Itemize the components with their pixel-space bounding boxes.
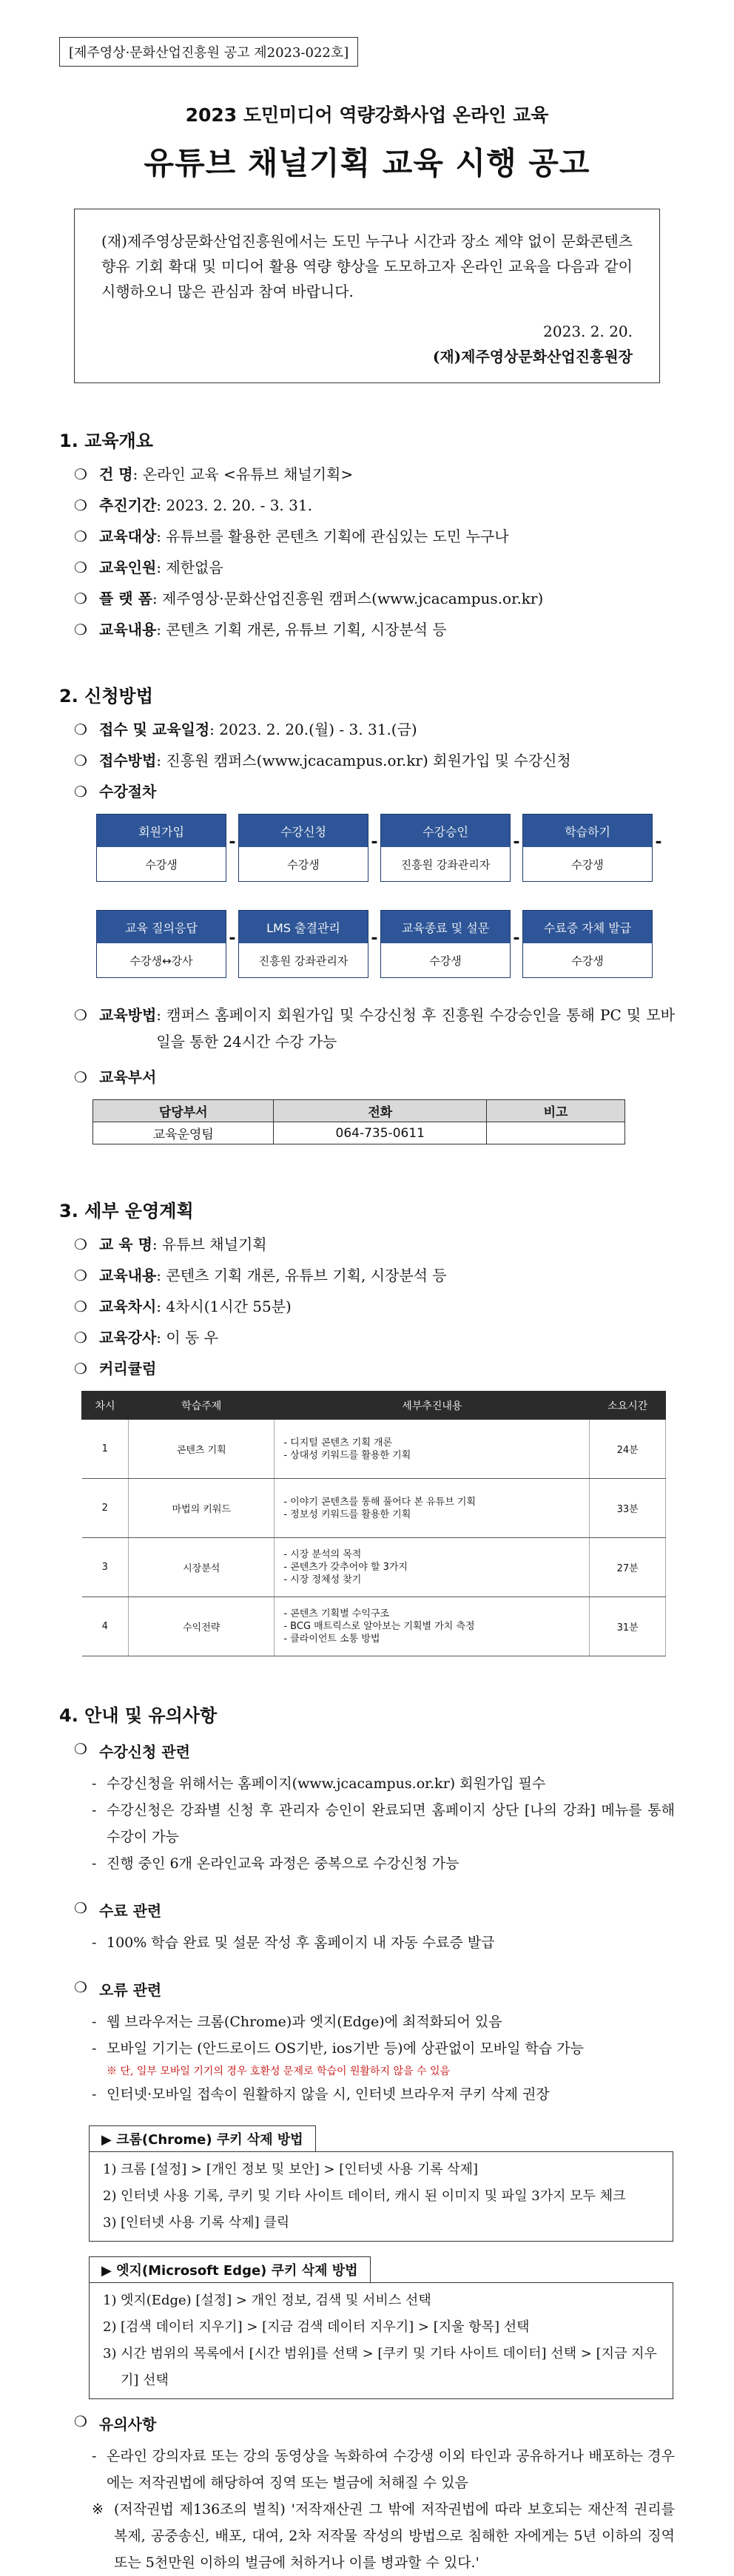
table-row: 2 마법의 키워드 - 이야기 콘텐츠를 통해 풀어다 본 유튜브 기획 - 정보성 키워드를 활용한 기획 33분 [82,1479,666,1538]
process-heading: ❍ 수강절차 [74,783,157,800]
dept-heading: ❍ 교육부서 [74,1068,157,1086]
table-header-row: 담당부서 전화 비고 [93,1100,625,1122]
process-step: 수료증 자체 발급 수강생 [522,910,653,978]
note-line: - 수강신청을 위해서는 홈페이지(www.jcacampus.or.kr) 회원가입 필수 [92,1776,546,1792]
plan-item: ❍ 교육강사 : 이 동 우 [74,1329,219,1346]
cookie-step: 1) 크롬 [설정] > [개인 정보 및 보안] > [인터넷 사용 기록 삭제] [103,2162,478,2177]
cookie-step: 1) 엣지(Edge) [설정] > 개인 정보, 검색 및 서비스 선택 [103,2293,431,2308]
circle-bullet-icon: ❍ [74,1235,87,1253]
cookie-step: 2) [검색 데이터 지우기] > [지금 검색 데이터 지우기] > [지울 항목] 선택 [103,2319,530,2335]
process-step: 교육 질의응답 수강생↔강사 [96,910,226,978]
section-plan [59,1196,675,1656]
notice-subtitle: 2023 도민미디어 역량강화사업 온라인 교육 [185,104,549,126]
note-line: - 진행 중인 6개 온라인교육 과정은 중복으로 수강신청 가능 [92,1855,459,1872]
process-flow-row [96,910,681,978]
circle-bullet-icon: ❍ [74,752,87,769]
circle-bullet-icon: ❍ [74,1740,87,1758]
table-row: 4 수익전략 - 콘텐츠 기획별 수익구조 - BCG 매트릭스로 알아보는 기획별 가치 측정 - 클라이언트 소통 방법 31분 [82,1597,666,1656]
intro-box [74,209,660,383]
chrome-cookie-box [89,2125,673,2242]
process-connector: - [513,929,520,948]
note-line: - 인터넷·모바일 접속이 원활하지 않을 시, 인터넷 브라우저 쿠키 삭제 권장 [92,2086,550,2103]
notice-number: [제주영상·문화산업진흥원 공고 제2023-022호] [59,37,358,67]
overview-item: ❍ 추진기간 : 2023. 2. 20. - 3. 31. [74,496,312,514]
education-method: ❍ 교육방법 : 캠퍼스 홈페이지 회원가입 및 수강신청 후 진흥원 수강승인을 통해 PC 및 모바일을 통한 24시간 수강 가능 [59,1006,675,1055]
circle-bullet-icon: ❍ [74,1267,87,1284]
circle-bullet-icon: ❍ [74,1006,87,1024]
circle-bullet-icon: ❍ [74,621,87,638]
section-application [59,681,675,1144]
note-line: - 웹 브라우저는 크롬(Chrome)과 엣지(Edge)에 최적화되어 있음 [92,2014,502,2030]
note-line: - 100% 학습 완료 및 설문 작성 후 홈페이지 내 자동 수료증 발급 [92,1935,495,1951]
application-item: ❍ 접수 및 교육일정 : 2023. 2. 20.(월) - 3. 31.(금) [74,721,417,738]
process-connector: - [371,833,378,852]
plan-item: ❍ 교육내용 : 콘텐츠 기획 개론, 유튜브 기획, 시장분석 등 [74,1267,447,1284]
circle-bullet-icon: ❍ [74,1978,87,1996]
process-connector: - [371,929,378,948]
mobile-warning: ※ 단, 일부 모바일 기기의 경우 호환성 문제로 학습이 원활하지 않을 수 있음 [107,2066,451,2077]
circle-bullet-icon: ❍ [74,465,87,483]
cookie-step: 2) 인터넷 사용 기록, 쿠키 및 기타 사이트 데이터, 캐시 된 이미지 및 파일 3가지 모두 체크 [103,2188,626,2204]
section-title: 3. 세부 운영계획 [59,1201,194,1221]
circle-bullet-icon: ❍ [74,721,87,738]
note-line: - 수강신청은 강좌별 신청 후 관리자 승인이 완료되면 홈페이지 상단 [나의 강좌] 메뉴를 통해 수강이 가능 [92,1802,675,1845]
process-flow [96,814,681,978]
notice-date: 2023. 2. 20. [543,323,633,340]
intro-paragraph: (재)제주영상문화산업진흥원에서는 도민 누구나 시간과 장소 제약 없이 문화콘텐츠 향유 기회 확대 및 미디어 활용 역량 향상을 도모하고자 온라인 교육을 다음과 같이 시행하오니 많은 관심과 참여 바랍니다. [101,232,633,300]
caution-heading: ❍ 유의사항 [74,2413,157,2433]
cookie-step: 3) 시간 범위의 목록에서 [시간 범위]를 선택 > [쿠키 및 기타 사이트 데이터] 선택 > [지금 지우기] 선택 [103,2346,657,2388]
note-line: - 모바일 기기는 (안드로이드 OS기반, ios기반 등)에 상관없이 모바일 학습 가능 [92,2040,584,2057]
edge-cookie-title: ▶ 엣지(Microsoft Edge) 쿠키 삭제 방법 [89,2256,371,2282]
cookie-step: 3) [인터넷 사용 기록 삭제] 클릭 [103,2215,290,2231]
process-step: 학습하기 수강생 [522,814,653,882]
overview-item: ❍ 교육인원 : 제한없음 [74,559,223,576]
table-row: 1 콘텐츠 기획 - 디지털 콘텐츠 기획 개론 - 상대성 키워드를 활용한 기획 24분 [82,1420,666,1479]
process-step: 수강승인 진흥원 강좌관리자 [380,814,511,882]
section-title: 1. 교육개요 [59,431,153,451]
circle-bullet-icon: ❍ [74,783,87,800]
application-item: ❍ 접수방법 : 진흥원 캠퍼스(www.jcacampus.or.kr) 회원가입 및 수강신청 [74,752,571,769]
curriculum-heading: ❍ 커리큘럼 [74,1360,157,1378]
note-line: - 온라인 강의자료 또는 강의 동영상을 녹화하여 수강생 이외 타인과 공유하거나 배포하는 경우에는 저작권법에 해당하여 징역 또는 벌금에 처해질 수 있음 [92,2448,675,2491]
completion-heading: ❍ 수료 관련 [74,1899,162,1920]
section-title: 4. 안내 및 유의사항 [59,1705,218,1726]
process-step: 수강신청 수강생 [238,814,368,882]
circle-bullet-icon: ❍ [74,1298,87,1315]
error-heading: ❍ 오류 관련 [74,1978,162,1999]
circle-bullet-icon: ❍ [74,1899,87,1917]
copyright-note: ※ (저작권법 제136조의 벌칙) '저작재산권 그 밖에 저작권법에 따라 보호되는 재산적 권리를 복제, 공중송신, 배포, 대여, 2차 저작물 작성의 방법으로 침해한 자에게는 5년 이하의 징역 또는 5천만원 이하의 벌금에 처하거나 이를 병과할 수 있다.' [92,2501,675,2571]
process-connector: - [229,833,236,852]
process-step: LMS 출결관리 진흥원 강좌관리자 [238,910,368,978]
process-flow-row [96,814,681,882]
notice-title: 유튜브 채널기획 교육 시행 공고 [144,145,590,181]
section-title: 2. 신청방법 [59,686,153,707]
circle-bullet-icon: ❍ [74,2413,87,2430]
curriculum-table [81,1391,666,1656]
process-connector: - [513,833,520,852]
overview-item: ❍ 플 랫 폼 : 제주영상·문화산업진흥원 캠퍼스(www.jcacampus.or.kr) [74,590,544,607]
chrome-cookie-title: ▶ 크롬(Chrome) 쿠키 삭제 방법 [89,2125,316,2151]
circle-bullet-icon: ❍ [74,1360,87,1378]
process-connector: - [229,929,236,948]
enrollment-heading: ❍ 수강신청 관련 [74,1740,190,1761]
section-notes [59,1701,675,2576]
section-overview [59,426,675,638]
issuing-organization: (재)제주영상문화산업진흥원장 [432,348,633,365]
overview-item: ❍ 교육대상 : 유튜브를 활용한 콘텐츠 기획에 관심있는 도민 누구나 [74,527,509,545]
table-row: 3 시장분석 - 시장 분석의 목적 - 콘텐츠가 갖추어야 할 3가지 - 시장 정체성 찾기 27분 [82,1538,666,1597]
table-row: 교육운영팀 064-735-0611 [93,1122,625,1144]
process-step: 회원가입 수강생 [96,814,226,882]
overview-item: ❍ 건 명 : 온라인 교육 <유튜브 채널기획> [74,465,354,483]
edge-cookie-box [89,2256,673,2399]
table-header-row: 차시 학습주제 세부추진내용 소요시간 [82,1392,666,1420]
circle-bullet-icon: ❍ [74,559,87,576]
circle-bullet-icon: ❍ [74,1329,87,1346]
process-connector: - [655,833,662,852]
circle-bullet-icon: ❍ [74,496,87,514]
process-step: 교육종료 및 설문 수강생 [380,910,511,978]
department-table [92,1099,625,1144]
circle-bullet-icon: ❍ [74,590,87,607]
circle-bullet-icon: ❍ [74,1068,87,1086]
plan-item: ❍ 교 육 명 : 유튜브 채널기획 [74,1235,267,1253]
circle-bullet-icon: ❍ [74,527,87,545]
overview-item: ❍ 교육내용 : 콘텐츠 기획 개론, 유튜브 기획, 시장분석 등 [74,621,447,638]
plan-item: ❍ 교육차시 : 4차시(1시간 55분) [74,1298,292,1315]
